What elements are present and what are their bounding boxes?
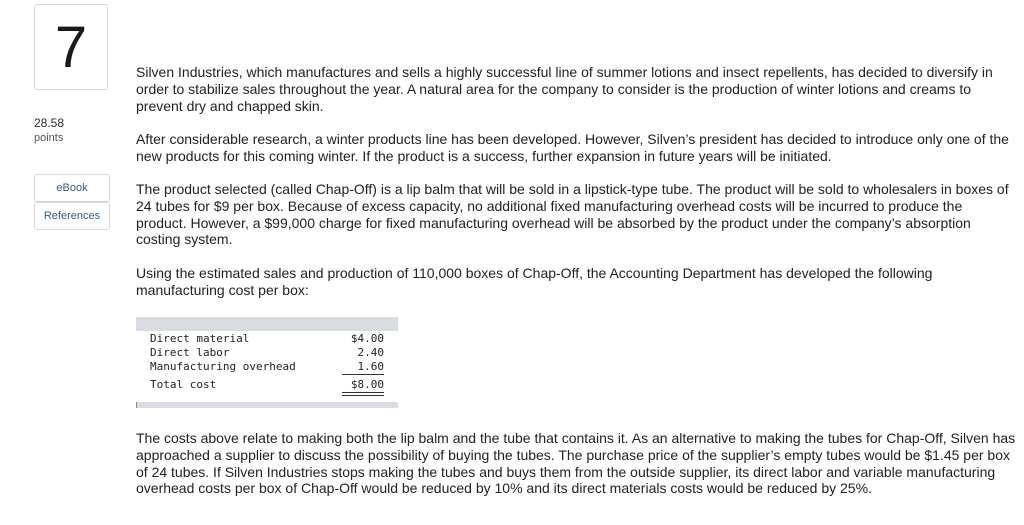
row-label: Total cost	[150, 378, 217, 391]
row-value: 1.60	[357, 360, 384, 373]
paragraph-intro: Silven Industries, which manufactures and sells a highly successful line of summer lotions and insect repellents, has decided to diversify in order to stabilize sales throughout the year. A natural area for the company to consider is the production of winter lotions and creams to prevent dry and chapped skin.	[136, 64, 993, 114]
paragraph-research: After considerable research, a winter products line has been developed. However, Silven’s president has decided to introduce only one of the new products for this coming winter. If the product is a success, further expansion in future years will be initiated.	[136, 131, 1009, 164]
table-footer-bar	[136, 402, 398, 408]
question-number: 7	[34, 4, 108, 90]
paragraph-product: The product selected (called Chap-Off) is a lip balm that will be sold in a lipstick-type tube. The product will be sold to wholesalers in boxes of 24 tubes for $9 per box. Because of excess capacity, no additional fixed manufacturing overhead costs will be incurred to produce the product. However, a $99,000 charge for fixed manufacturing overhead will be absorbed by the product under the company’s absorption costing system.	[136, 181, 1009, 248]
row-label: Direct labor	[150, 346, 230, 359]
table-header-bar	[136, 317, 398, 331]
row-value: $8.00	[350, 378, 384, 391]
row-value: $4.00	[350, 332, 384, 345]
subtotal-underline	[342, 374, 384, 375]
ebook-button[interactable]: eBook	[34, 174, 110, 202]
table-row	[136, 346, 398, 361]
table-row	[136, 360, 398, 375]
row-label: Manufacturing overhead	[150, 360, 296, 373]
paragraph-cost-intro: Using the estimated sales and production of 110,000 boxes of Chap-Off, the Accounting Department has developed the following manufacturing cost per box:	[136, 265, 933, 298]
total-double-underline	[342, 395, 384, 396]
row-value: 2.40	[357, 346, 384, 359]
points-label: points	[34, 132, 64, 144]
references-button[interactable]: References	[34, 202, 110, 230]
table-row	[136, 332, 398, 347]
total-double-underline	[342, 392, 384, 393]
table-row-total	[136, 378, 398, 393]
points-value: 28.58	[34, 116, 65, 130]
row-label: Direct material	[150, 332, 250, 345]
paragraph-supplier: The costs above relate to making both the lip balm and the tube that contains it. As an alternative to making the tubes for Chap-Off, Silven has approached a supplier to discuss the possibility of buying the tubes. The purchase price of the supplier’s empty tubes would be $1.45 per box of 24 tubes. If Silven Industries stops making the tubes and buys them from the outside supplier, its direct labor and variable manufacturing overhead costs per box of Chap-Off would be reduced by 10% and its direct materials costs would be reduced by 25%.	[136, 430, 1016, 497]
cost-per-box-table	[136, 317, 398, 408]
